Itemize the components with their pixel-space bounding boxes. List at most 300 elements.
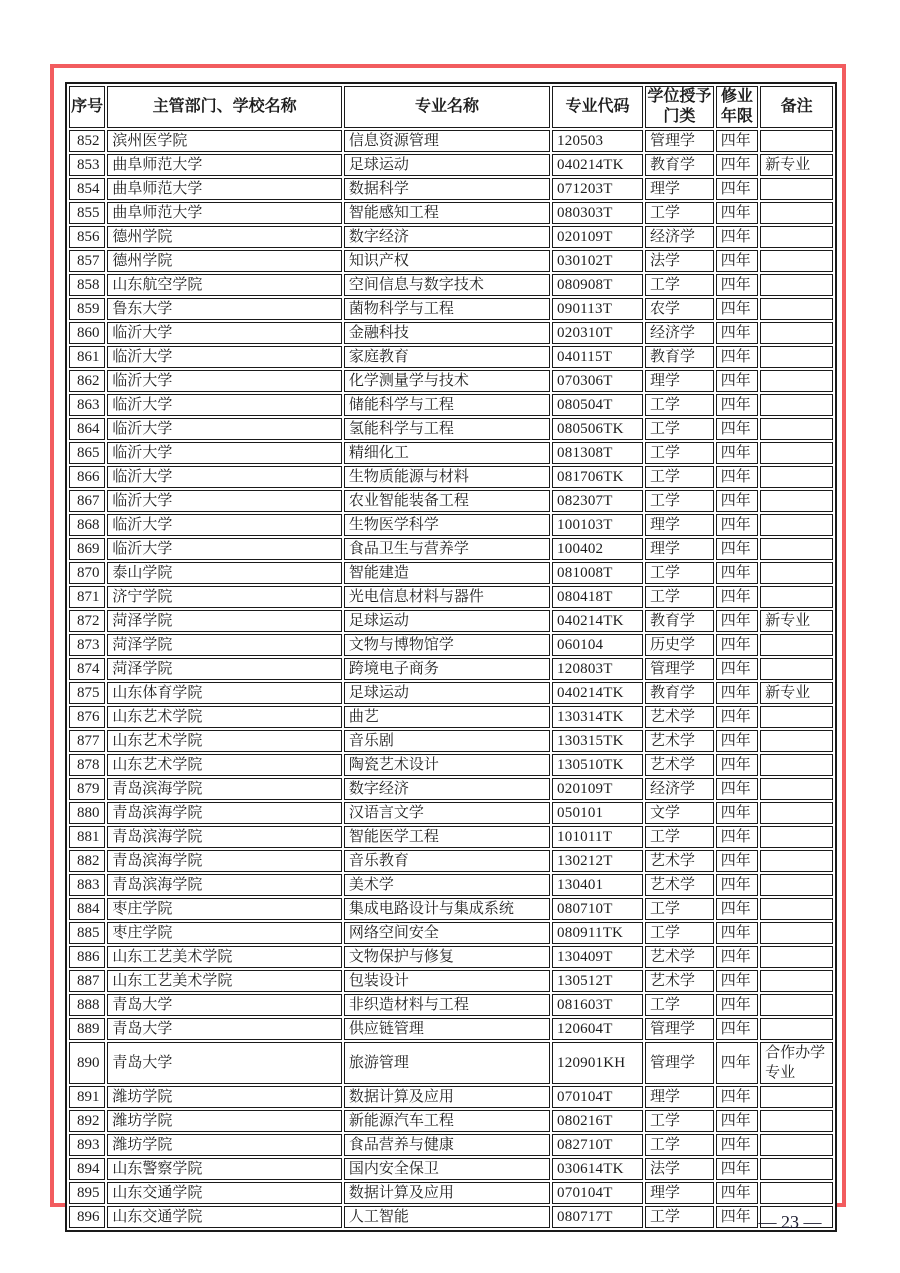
col-header-serial-no: 序号 [69,86,105,128]
cell-major-code: 130314TK [552,706,643,728]
cell-degree-category: 工学 [645,586,714,608]
cell-major-name: 空间信息与数字技术 [344,274,550,296]
cell-major-code: 070306T [552,370,643,392]
cell-major-name: 家庭教育 [344,346,550,368]
table-row [69,370,833,392]
cell-remarks [760,1134,833,1156]
cell-major-name: 生物医学科学 [344,514,550,536]
cell-major-code: 080908T [552,274,643,296]
cell-study-duration: 四年 [716,418,758,440]
cell-degree-category: 工学 [645,562,714,584]
cell-major-code: 090113T [552,298,643,320]
table-row [69,154,833,176]
cell-remarks [760,946,833,968]
cell-remarks [760,850,833,872]
cell-study-duration: 四年 [716,826,758,848]
table-row [69,706,833,728]
cell-school-name: 泰山学院 [107,562,341,584]
cell-serial-no: 884 [69,898,105,920]
cell-major-code: 040214TK [552,682,643,704]
table-row [69,466,833,488]
table-row [69,1134,833,1156]
cell-study-duration: 四年 [716,850,758,872]
table-row [69,898,833,920]
cell-serial-no: 883 [69,874,105,896]
cell-major-name: 音乐教育 [344,850,550,872]
cell-degree-category: 工学 [645,466,714,488]
cell-degree-category: 理学 [645,370,714,392]
cell-major-code: 082710T [552,1134,643,1156]
table-row [69,778,833,800]
cell-serial-no: 894 [69,1158,105,1180]
cell-serial-no: 886 [69,946,105,968]
cell-serial-no: 855 [69,202,105,224]
table-row [69,754,833,776]
cell-remarks [760,226,833,248]
cell-major-code: 071203T [552,178,643,200]
cell-major-code: 050101 [552,802,643,824]
cell-study-duration: 四年 [716,1110,758,1132]
table-row [69,322,833,344]
table-row [69,658,833,680]
cell-serial-no: 876 [69,706,105,728]
cell-remarks: 新专业 [760,682,833,704]
col-header-school-name: 主管部门、学校名称 [107,86,341,128]
cell-major-name: 陶瓷艺术设计 [344,754,550,776]
cell-degree-category: 教育学 [645,610,714,632]
cell-degree-category: 法学 [645,250,714,272]
cell-remarks [760,1018,833,1040]
cell-school-name: 鲁东大学 [107,298,341,320]
col-header-major-code: 专业代码 [552,86,643,128]
cell-serial-no: 857 [69,250,105,272]
cell-major-name: 信息资源管理 [344,130,550,152]
cell-degree-category: 教育学 [645,346,714,368]
cell-degree-category: 艺术学 [645,754,714,776]
cell-serial-no: 854 [69,178,105,200]
cell-major-code: 080418T [552,586,643,608]
cell-school-name: 临沂大学 [107,538,341,560]
table-row [69,442,833,464]
table-row [69,514,833,536]
table-row [69,730,833,752]
cell-major-name: 光电信息材料与器件 [344,586,550,608]
cell-major-name: 非织造材料与工程 [344,994,550,1016]
cell-degree-category: 管理学 [645,1018,714,1040]
table-row [69,586,833,608]
cell-school-name: 山东艺术学院 [107,706,341,728]
cell-major-name: 足球运动 [344,610,550,632]
majors-table [65,82,837,1232]
table-row [69,418,833,440]
cell-major-name: 食品卫生与营养学 [344,538,550,560]
cell-school-name: 菏泽学院 [107,610,341,632]
cell-major-code: 060104 [552,634,643,656]
table-row [69,826,833,848]
col-header-study-duration: 修业年限 [716,86,758,128]
cell-major-code: 020109T [552,778,643,800]
table-row [69,178,833,200]
cell-major-code: 081706TK [552,466,643,488]
table-row [69,202,833,224]
cell-major-code: 040115T [552,346,643,368]
cell-major-code: 100402 [552,538,643,560]
cell-serial-no: 873 [69,634,105,656]
cell-school-name: 青岛大学 [107,1018,341,1040]
cell-remarks [760,730,833,752]
page-number: — 23 — [758,1212,822,1232]
cell-study-duration: 四年 [716,1086,758,1108]
cell-school-name: 潍坊学院 [107,1086,341,1108]
cell-remarks [760,130,833,152]
cell-serial-no: 865 [69,442,105,464]
cell-study-duration: 四年 [716,898,758,920]
cell-remarks [760,586,833,608]
cell-study-duration: 四年 [716,1158,758,1180]
table-row [69,970,833,992]
cell-major-name: 数据计算及应用 [344,1182,550,1204]
cell-degree-category: 管理学 [645,658,714,680]
cell-school-name: 山东警察学院 [107,1158,341,1180]
table-row [69,562,833,584]
cell-major-name: 金融科技 [344,322,550,344]
cell-study-duration: 四年 [716,394,758,416]
cell-school-name: 山东工艺美术学院 [107,970,341,992]
cell-serial-no: 853 [69,154,105,176]
cell-school-name: 青岛大学 [107,1042,341,1084]
cell-degree-category: 艺术学 [645,730,714,752]
cell-major-code: 070104T [552,1086,643,1108]
cell-school-name: 青岛滨海学院 [107,850,341,872]
cell-degree-category: 工学 [645,1134,714,1156]
cell-school-name: 临沂大学 [107,442,341,464]
cell-major-name: 跨境电子商务 [344,658,550,680]
cell-major-name: 集成电路设计与集成系统 [344,898,550,920]
cell-remarks [760,178,833,200]
cell-major-name: 数据计算及应用 [344,1086,550,1108]
cell-serial-no: 887 [69,970,105,992]
cell-serial-no: 861 [69,346,105,368]
cell-school-name: 临沂大学 [107,346,341,368]
cell-study-duration: 四年 [716,922,758,944]
cell-remarks: 新专业 [760,154,833,176]
cell-school-name: 德州学院 [107,250,341,272]
cell-school-name: 山东交通学院 [107,1182,341,1204]
cell-major-name: 数字经济 [344,778,550,800]
cell-study-duration: 四年 [716,610,758,632]
cell-study-duration: 四年 [716,298,758,320]
cell-remarks [760,874,833,896]
cell-major-code: 040214TK [552,610,643,632]
cell-remarks [760,1086,833,1108]
cell-remarks [760,466,833,488]
cell-major-code: 081008T [552,562,643,584]
cell-degree-category: 艺术学 [645,970,714,992]
cell-major-code: 080911TK [552,922,643,944]
table-row [69,274,833,296]
table-row [69,634,833,656]
cell-degree-category: 工学 [645,418,714,440]
cell-study-duration: 四年 [716,466,758,488]
table-row [69,922,833,944]
cell-study-duration: 四年 [716,442,758,464]
cell-degree-category: 工学 [645,898,714,920]
cell-degree-category: 经济学 [645,778,714,800]
cell-study-duration: 四年 [716,1018,758,1040]
cell-degree-category: 管理学 [645,1042,714,1084]
cell-school-name: 德州学院 [107,226,341,248]
cell-school-name: 临沂大学 [107,418,341,440]
cell-serial-no: 878 [69,754,105,776]
cell-remarks [760,298,833,320]
cell-study-duration: 四年 [716,1134,758,1156]
cell-serial-no: 871 [69,586,105,608]
table-row [69,1086,833,1108]
table-row [69,1182,833,1204]
table-row [69,1158,833,1180]
cell-degree-category: 理学 [645,514,714,536]
cell-degree-category: 工学 [645,1206,714,1228]
cell-major-code: 030614TK [552,1158,643,1180]
col-header-major-name: 专业名称 [344,86,550,128]
cell-serial-no: 870 [69,562,105,584]
cell-remarks [760,202,833,224]
cell-remarks [760,754,833,776]
cell-major-name: 食品营养与健康 [344,1134,550,1156]
cell-remarks [760,490,833,512]
header-row [69,86,833,128]
cell-remarks [760,970,833,992]
cell-major-code: 082307T [552,490,643,512]
cell-degree-category: 经济学 [645,226,714,248]
cell-study-duration: 四年 [716,370,758,392]
cell-major-name: 供应链管理 [344,1018,550,1040]
cell-degree-category: 工学 [645,994,714,1016]
cell-major-code: 040214TK [552,154,643,176]
cell-school-name: 临沂大学 [107,466,341,488]
cell-study-duration: 四年 [716,754,758,776]
cell-degree-category: 理学 [645,1182,714,1204]
cell-degree-category: 工学 [645,922,714,944]
table-row [69,682,833,704]
cell-serial-no: 856 [69,226,105,248]
table-row [69,874,833,896]
cell-school-name: 青岛滨海学院 [107,802,341,824]
cell-remarks [760,802,833,824]
cell-study-duration: 四年 [716,538,758,560]
cell-serial-no: 895 [69,1182,105,1204]
cell-degree-category: 工学 [645,394,714,416]
cell-serial-no: 860 [69,322,105,344]
cell-degree-category: 文学 [645,802,714,824]
cell-study-duration: 四年 [716,226,758,248]
cell-remarks [760,346,833,368]
cell-school-name: 山东航空学院 [107,274,341,296]
cell-serial-no: 868 [69,514,105,536]
cell-school-name: 菏泽学院 [107,658,341,680]
cell-study-duration: 四年 [716,178,758,200]
cell-major-name: 生物质能源与材料 [344,466,550,488]
cell-degree-category: 艺术学 [645,850,714,872]
cell-remarks [760,562,833,584]
cell-study-duration: 四年 [716,586,758,608]
table-row [69,1042,833,1084]
cell-major-name: 音乐剧 [344,730,550,752]
cell-remarks [760,706,833,728]
cell-school-name: 青岛大学 [107,994,341,1016]
cell-major-name: 汉语言文学 [344,802,550,824]
cell-remarks [760,394,833,416]
table-row [69,610,833,632]
cell-study-duration: 四年 [716,274,758,296]
cell-study-duration: 四年 [716,514,758,536]
cell-serial-no: 881 [69,826,105,848]
cell-major-name: 文物与博物馆学 [344,634,550,656]
document-red-border [50,64,846,1225]
cell-serial-no: 885 [69,922,105,944]
cell-degree-category: 管理学 [645,130,714,152]
cell-degree-category: 法学 [645,1158,714,1180]
table-row [69,250,833,272]
cell-school-name: 临沂大学 [107,394,341,416]
cell-remarks [760,898,833,920]
table-row [69,802,833,824]
table-row [69,346,833,368]
cell-major-name: 足球运动 [344,682,550,704]
cell-degree-category: 农学 [645,298,714,320]
cell-major-code: 130315TK [552,730,643,752]
cell-major-code: 081308T [552,442,643,464]
cell-school-name: 临沂大学 [107,370,341,392]
cell-remarks [760,442,833,464]
cell-remarks [760,1158,833,1180]
cell-serial-no: 880 [69,802,105,824]
cell-major-name: 国内安全保卫 [344,1158,550,1180]
cell-study-duration: 四年 [716,562,758,584]
cell-school-name: 青岛滨海学院 [107,826,341,848]
cell-remarks [760,1110,833,1132]
cell-study-duration: 四年 [716,994,758,1016]
cell-serial-no: 859 [69,298,105,320]
cell-school-name: 曲阜师范大学 [107,154,341,176]
cell-serial-no: 879 [69,778,105,800]
table-row [69,298,833,320]
cell-degree-category: 理学 [645,178,714,200]
cell-major-name: 菌物科学与工程 [344,298,550,320]
cell-major-code: 081603T [552,994,643,1016]
cell-study-duration: 四年 [716,970,758,992]
cell-major-name: 知识产权 [344,250,550,272]
cell-school-name: 菏泽学院 [107,634,341,656]
cell-serial-no: 863 [69,394,105,416]
cell-remarks [760,826,833,848]
table-row [69,490,833,512]
cell-major-name: 足球运动 [344,154,550,176]
cell-serial-no: 891 [69,1086,105,1108]
cell-major-name: 包装设计 [344,970,550,992]
cell-major-name: 旅游管理 [344,1042,550,1084]
cell-study-duration: 四年 [716,778,758,800]
cell-school-name: 滨州医学院 [107,130,341,152]
cell-study-duration: 四年 [716,490,758,512]
cell-study-duration: 四年 [716,946,758,968]
cell-major-code: 030102T [552,250,643,272]
cell-school-name: 青岛滨海学院 [107,874,341,896]
cell-school-name: 枣庄学院 [107,898,341,920]
cell-major-name: 化学测量学与技术 [344,370,550,392]
cell-school-name: 山东交通学院 [107,1206,341,1228]
cell-major-code: 120901KH [552,1042,643,1084]
cell-school-name: 山东艺术学院 [107,754,341,776]
cell-degree-category: 工学 [645,274,714,296]
cell-serial-no: 896 [69,1206,105,1228]
cell-study-duration: 四年 [716,202,758,224]
cell-major-code: 080710T [552,898,643,920]
cell-school-name: 济宁学院 [107,586,341,608]
cell-serial-no: 858 [69,274,105,296]
cell-major-code: 100103T [552,514,643,536]
cell-degree-category: 理学 [645,1086,714,1108]
cell-remarks [760,274,833,296]
cell-major-code: 080506TK [552,418,643,440]
cell-remarks [760,538,833,560]
cell-school-name: 潍坊学院 [107,1134,341,1156]
cell-remarks [760,994,833,1016]
cell-school-name: 山东艺术学院 [107,730,341,752]
cell-school-name: 临沂大学 [107,322,341,344]
cell-major-name: 网络空间安全 [344,922,550,944]
col-header-degree-category: 学位授予门类 [645,86,714,128]
cell-study-duration: 四年 [716,130,758,152]
cell-study-duration: 四年 [716,658,758,680]
cell-serial-no: 877 [69,730,105,752]
cell-major-name: 数字经济 [344,226,550,248]
cell-degree-category: 艺术学 [645,946,714,968]
cell-major-name: 曲艺 [344,706,550,728]
cell-major-name: 数据科学 [344,178,550,200]
cell-remarks [760,250,833,272]
cell-serial-no: 862 [69,370,105,392]
cell-major-name: 美术学 [344,874,550,896]
cell-school-name: 潍坊学院 [107,1110,341,1132]
cell-major-code: 080216T [552,1110,643,1132]
cell-major-code: 080303T [552,202,643,224]
cell-school-name: 临沂大学 [107,490,341,512]
cell-school-name: 曲阜师范大学 [107,178,341,200]
cell-study-duration: 四年 [716,154,758,176]
cell-degree-category: 经济学 [645,322,714,344]
cell-major-name: 农业智能装备工程 [344,490,550,512]
cell-major-name: 文物保护与修复 [344,946,550,968]
cell-remarks [760,370,833,392]
cell-major-name: 智能感知工程 [344,202,550,224]
cell-major-name: 智能医学工程 [344,826,550,848]
table-row [69,946,833,968]
cell-school-name: 曲阜师范大学 [107,202,341,224]
cell-serial-no: 889 [69,1018,105,1040]
cell-degree-category: 艺术学 [645,874,714,896]
cell-remarks [760,418,833,440]
table-row [69,994,833,1016]
cell-remarks [760,658,833,680]
cell-major-code: 120803T [552,658,643,680]
cell-school-name: 山东体育学院 [107,682,341,704]
cell-serial-no: 852 [69,130,105,152]
cell-major-name: 氢能科学与工程 [344,418,550,440]
cell-serial-no: 888 [69,994,105,1016]
cell-serial-no: 864 [69,418,105,440]
cell-serial-no: 874 [69,658,105,680]
